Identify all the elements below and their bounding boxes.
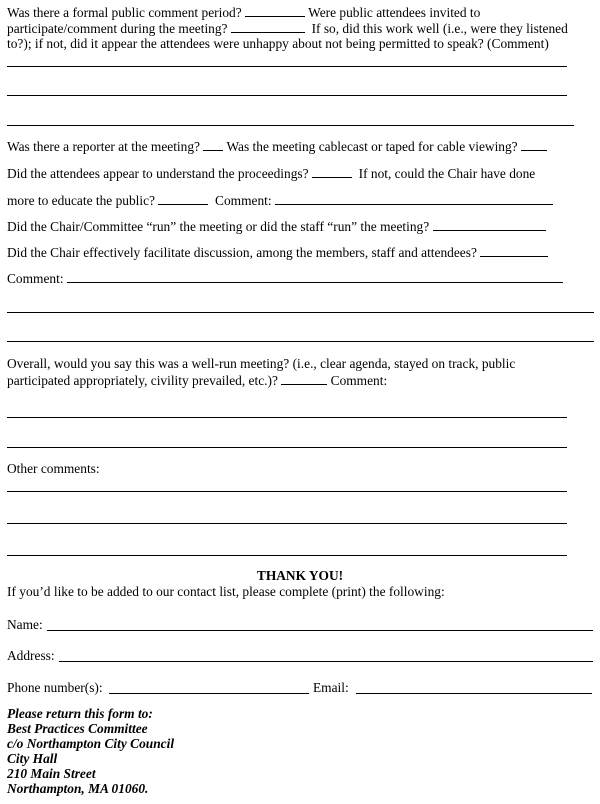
comment-line[interactable] xyxy=(7,491,567,492)
q6-comment-label: Comment: xyxy=(330,373,388,388)
q6-line1: Overall, would you say this was a well-run meeting? (i.e., clear agenda, stayed on track, public xyxy=(7,356,516,371)
q3-line2 xyxy=(7,192,553,209)
q1-line2-b: If so, did this work well (i.e., were they listened xyxy=(311,21,568,36)
name-field-label: Name: xyxy=(7,617,43,632)
q1-line1-a: Was there a formal public comment period? xyxy=(7,5,242,20)
educate-blank[interactable] xyxy=(158,192,208,205)
q1-line3: to?); if not, did it appear the attendees were unhappy about not being permitted to speak? (Comment) xyxy=(7,36,549,51)
email-field-label: Email: xyxy=(313,680,349,695)
q5-text: Did the Chair effectively facilitate discussion, among the members, staff and attendees? xyxy=(7,245,477,260)
address-field-label: Address: xyxy=(7,648,55,663)
phone-field[interactable] xyxy=(109,693,309,694)
q3-line2-a: more to educate the public? xyxy=(7,193,155,208)
return-co: c/o Northampton City Council xyxy=(7,736,175,751)
q3-comment-label: Comment: xyxy=(215,193,272,208)
who-ran-blank[interactable] xyxy=(433,218,546,231)
comment-row xyxy=(7,270,563,287)
q3-comment-line[interactable] xyxy=(275,192,553,205)
q6-line2 xyxy=(7,372,387,389)
q2-line xyxy=(7,138,547,155)
q2-a: Was there a reporter at the meeting? xyxy=(7,139,200,154)
comment-line[interactable] xyxy=(7,312,594,313)
comment-line[interactable] xyxy=(7,447,567,448)
comment-line[interactable] xyxy=(7,417,567,418)
q4-line xyxy=(7,218,546,235)
email-field[interactable] xyxy=(356,693,592,694)
q1-line2 xyxy=(7,20,568,37)
q1-line1 xyxy=(7,4,480,21)
comment-line[interactable] xyxy=(7,341,594,342)
comment-line[interactable] xyxy=(7,66,567,67)
comment-line[interactable] xyxy=(67,270,563,283)
return-intro: Please return this form to: xyxy=(7,706,153,721)
comment-line[interactable] xyxy=(7,555,567,556)
q5-line xyxy=(7,244,548,261)
other-comments-label: Other comments: xyxy=(7,461,100,476)
comment-period-blank[interactable] xyxy=(245,4,305,17)
contact-intro: If you’d like to be added to our contact list, please complete (print) the following: xyxy=(7,584,445,599)
q4-text: Did the Chair/Committee “run” the meeting or did the staff “run” the meeting? xyxy=(7,219,430,234)
understand-blank[interactable] xyxy=(312,165,352,178)
address-field[interactable] xyxy=(59,661,593,662)
return-address xyxy=(7,706,174,796)
reporter-blank[interactable] xyxy=(203,138,223,151)
name-field[interactable] xyxy=(47,630,593,631)
q2-b: Was the meeting cablecast or taped for cable viewing? xyxy=(226,139,518,154)
well-run-blank[interactable] xyxy=(281,372,327,385)
return-city: Northampton, MA 01060. xyxy=(7,781,149,796)
q3-line1-b: If not, could the Chair have done xyxy=(358,166,536,181)
return-committee: Best Practices Committee xyxy=(7,721,148,736)
q3-line1 xyxy=(7,165,535,182)
return-street: 210 Main Street xyxy=(7,766,96,781)
public-invited-blank[interactable] xyxy=(231,20,305,33)
cablecast-blank[interactable] xyxy=(521,138,547,151)
comment-label: Comment: xyxy=(7,271,64,286)
thank-you-heading: THANK YOU! xyxy=(256,568,344,583)
comment-line[interactable] xyxy=(7,523,567,524)
q3-line1-a: Did the attendees appear to understand the proceedings? xyxy=(7,166,309,181)
q6-line2-a: participated appropriately, civility prevailed, etc.)? xyxy=(7,373,278,388)
q1-line2-a: participate/comment during the meeting? xyxy=(7,21,228,36)
phone-field-label: Phone number(s): xyxy=(7,680,103,695)
comment-line[interactable] xyxy=(7,95,567,96)
facilitate-blank[interactable] xyxy=(480,244,548,257)
q1-line1-b: Were public attendees invited to xyxy=(308,5,481,20)
comment-line[interactable] xyxy=(7,125,574,126)
return-building: City Hall xyxy=(7,751,58,766)
